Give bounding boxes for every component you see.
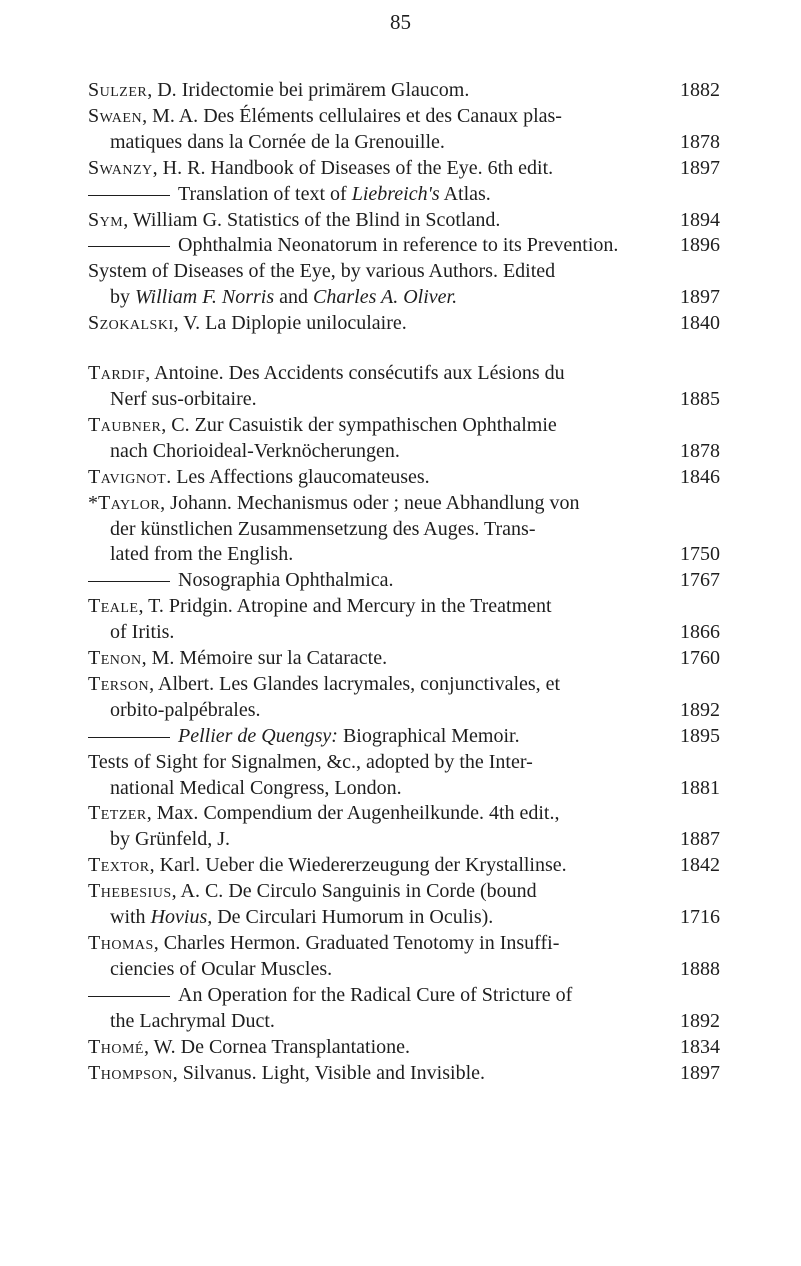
entry-title: matiques dans la Cornée de la Grenouille.	[110, 130, 445, 153]
entry-title: nach Chorioideal-Verknöcherungen.	[110, 439, 400, 462]
publication-year: 1895	[680, 724, 720, 747]
publication-year: 1834	[680, 1035, 720, 1058]
author-surname: Thebesius	[88, 880, 172, 903]
author-rest: , W.	[143, 1035, 181, 1058]
publication-year: 1716	[680, 906, 720, 929]
author-surname: Thomas	[88, 932, 154, 954]
bibliography-entry	[88, 879, 718, 931]
entry-title: De Circulo Sanguinis in Corde (bound	[228, 880, 537, 903]
author-surname: Sym	[88, 208, 124, 231]
author-rest: , M. A.	[142, 104, 204, 127]
publication-year: 1897	[680, 1061, 720, 1084]
author-rest: , Antoine.	[145, 362, 229, 385]
entry-title: Zur Casuistik der sympathischen Ophthalmie	[194, 413, 557, 436]
ditto-rule	[88, 581, 170, 582]
publication-year: 1878	[680, 130, 720, 153]
publication-year: 1760	[680, 647, 720, 670]
entry-title: by	[110, 286, 135, 309]
entry-title: System of Diseases of the Eye, by various Authors. Edited	[88, 260, 556, 283]
publication-year: 1896	[680, 234, 720, 257]
author-surname: Tavignot	[88, 465, 167, 488]
publication-year: 1842	[680, 854, 720, 877]
publication-year: 1887	[680, 828, 720, 851]
entry-title: der künstlichen Zusammensetzung des Auges. Trans-	[110, 517, 536, 540]
author-surname: Taylor	[98, 491, 161, 514]
entry-title: De Cornea Transplantatione.	[180, 1035, 411, 1058]
author-surname: Thomé	[88, 1035, 144, 1058]
publication-year: 1846	[680, 465, 720, 488]
author-rest: , M.	[141, 647, 180, 670]
author-surname: Sulzer	[88, 79, 148, 101]
publication-year: 1750	[680, 543, 720, 566]
publication-year: 1885	[680, 387, 720, 410]
publication-year: 1897	[680, 286, 720, 309]
bibliography-entry	[88, 646, 718, 672]
author-surname: Textor	[88, 854, 150, 877]
bibliography-entry	[88, 983, 718, 1035]
italic-name: Liebreich's	[351, 182, 440, 205]
entry-title: Graduated Tenotomy in Insuffi-	[305, 932, 560, 954]
entry-title: of Iritis.	[110, 621, 175, 644]
bibliography-entry	[88, 208, 718, 234]
author-surname: Tetzer	[88, 802, 147, 825]
bibliography-entry	[88, 724, 718, 750]
bibliography-entry	[88, 259, 718, 311]
bibliography-entry	[88, 931, 718, 983]
bibliography-list	[88, 78, 718, 1086]
publication-year: 1892	[680, 1009, 720, 1032]
publication-year: 1897	[680, 156, 720, 179]
author-surname: Tenon	[88, 647, 142, 670]
ditto-rule	[88, 996, 170, 997]
asterisk-mark: *	[88, 491, 98, 514]
entry-title: by Grünfeld, J.	[110, 828, 230, 851]
author-surname: Szokalski	[88, 312, 174, 335]
author-rest: , T. Pridgin.	[138, 595, 237, 618]
editor-name: Charles A. Oliver.	[313, 286, 458, 309]
bibliography-entry	[88, 361, 718, 413]
bibliography-entry	[88, 156, 718, 182]
author-rest: , Max.	[146, 802, 204, 825]
bibliography-entry	[88, 78, 718, 104]
bibliography-entry	[88, 465, 718, 491]
publication-year: 1767	[680, 569, 720, 592]
author-rest: , H. R.	[152, 156, 211, 179]
section-gap	[88, 337, 718, 361]
bibliography-entry	[88, 104, 718, 156]
entry-title: Nosographia Ophthalmica.	[178, 569, 394, 592]
entry-title: De Circulari Humorum in Oculis).	[212, 906, 494, 929]
author-rest: , A. C.	[171, 880, 229, 903]
entry-title: Statistics of the Blind in Scotland.	[227, 208, 501, 231]
entry-title: Des Éléments cellulaires et des Canaux plas-	[203, 104, 562, 127]
entry-title: Atlas.	[439, 182, 491, 205]
author-rest: , Johann.	[160, 491, 237, 514]
author-surname: Tardif	[88, 362, 146, 385]
entry-title: Nerf sus-orbitaire.	[110, 387, 257, 410]
author-rest: , V.	[173, 312, 206, 335]
publication-year: 1840	[680, 312, 720, 335]
author-rest: , D.	[147, 79, 182, 101]
bibliography-entry	[88, 801, 718, 853]
entry-title: Tests of Sight for Signalmen, &c., adopted by the Inter-	[88, 750, 533, 773]
bibliography-entry	[88, 672, 718, 724]
editor-name: William F. Norris	[135, 286, 275, 309]
author-surname: Thompson	[88, 1061, 173, 1084]
ditto-rule	[88, 737, 170, 738]
entry-title: La Diplopie uniloculaire.	[205, 312, 407, 335]
entry-title: Atropine and Mercury in the Treatment	[236, 595, 552, 618]
author-surname: Terson	[88, 672, 150, 695]
bibliography-entry	[88, 311, 718, 337]
publication-year: 1866	[680, 621, 720, 644]
entry-title: Des Accidents consécutifs aux Lésions du	[228, 362, 565, 385]
author-surname: Swaen	[88, 104, 143, 127]
publication-year: 1878	[680, 439, 720, 462]
entry-title: Les Glandes lacrymales, conjunctivales, et	[219, 672, 561, 695]
publication-year: 1888	[680, 957, 720, 980]
author-rest: , Karl.	[149, 854, 206, 877]
bibliography-entry	[88, 750, 718, 802]
entry-title: Mémoire sur la Cataracte.	[179, 647, 388, 670]
author-rest: , Charles Hermon.	[153, 932, 306, 954]
entry-title: the Lachrymal Duct.	[110, 1009, 275, 1032]
entry-title: Compendium der Augenheilkunde. 4th edit.,	[203, 802, 560, 825]
page-number: 85	[390, 10, 411, 34]
bibliography-entry	[88, 853, 718, 879]
author-rest: , Albert.	[149, 672, 220, 695]
publication-year: 1881	[680, 776, 720, 799]
author-rest: .	[166, 465, 177, 488]
entry-title: Light, Visible and Invisible.	[261, 1061, 486, 1084]
ditto-rule	[88, 246, 170, 247]
entry-title: An Operation for the Radical Cure of Stricture of	[178, 983, 573, 1006]
author-rest: , William G.	[123, 208, 228, 231]
bibliography-entry	[88, 1061, 718, 1087]
bibliography-entry	[88, 1035, 718, 1061]
italic-subject: Pellier de Quengsy:	[178, 724, 338, 747]
entry-title: national Medical Congress, London.	[110, 776, 402, 799]
ditto-rule	[88, 195, 170, 196]
publication-year: 1894	[680, 208, 720, 231]
bibliography-entry	[88, 594, 718, 646]
entry-title: Mechanismus oder ; neue Abhandlung von	[236, 491, 580, 514]
entry-title: Biographical Memoir.	[337, 724, 520, 747]
italic-name: Hovius,	[150, 906, 213, 929]
author-surname: Taubner	[88, 413, 162, 436]
bibliography-entry	[88, 491, 718, 569]
entry-title: Iridectomie bei primärem Glaucom.	[181, 79, 470, 101]
entry-title: lated from the English.	[110, 543, 294, 566]
author-surname: Swanzy	[88, 156, 153, 179]
entry-title: orbito-palpébrales.	[110, 698, 261, 721]
entry-title: and	[274, 286, 314, 309]
entry-title: Les Affections glaucomateuses.	[176, 465, 430, 488]
author-surname: Teale	[88, 595, 139, 618]
author-rest: , C.	[161, 413, 195, 436]
entry-title: Translation of text of	[178, 182, 352, 205]
bibliography-entry	[88, 413, 718, 465]
bibliography-entry	[88, 568, 718, 594]
publication-year: 1882	[680, 79, 720, 101]
bibliography-entry	[88, 233, 718, 259]
entry-title: Handbook of Diseases of the Eye. 6th edit.	[210, 156, 554, 179]
entry-title: Ophthalmia Neonatorum in reference to its Prevention.	[178, 234, 619, 257]
entry-title: ciencies of Ocular Muscles.	[110, 957, 333, 980]
entry-title: with	[110, 906, 151, 929]
publication-year: 1892	[680, 698, 720, 721]
author-rest: , Silvanus.	[172, 1061, 262, 1084]
entry-title: Ueber die Wiedererzeugung der Krystallinse.	[205, 854, 567, 877]
bibliography-entry	[88, 182, 718, 208]
